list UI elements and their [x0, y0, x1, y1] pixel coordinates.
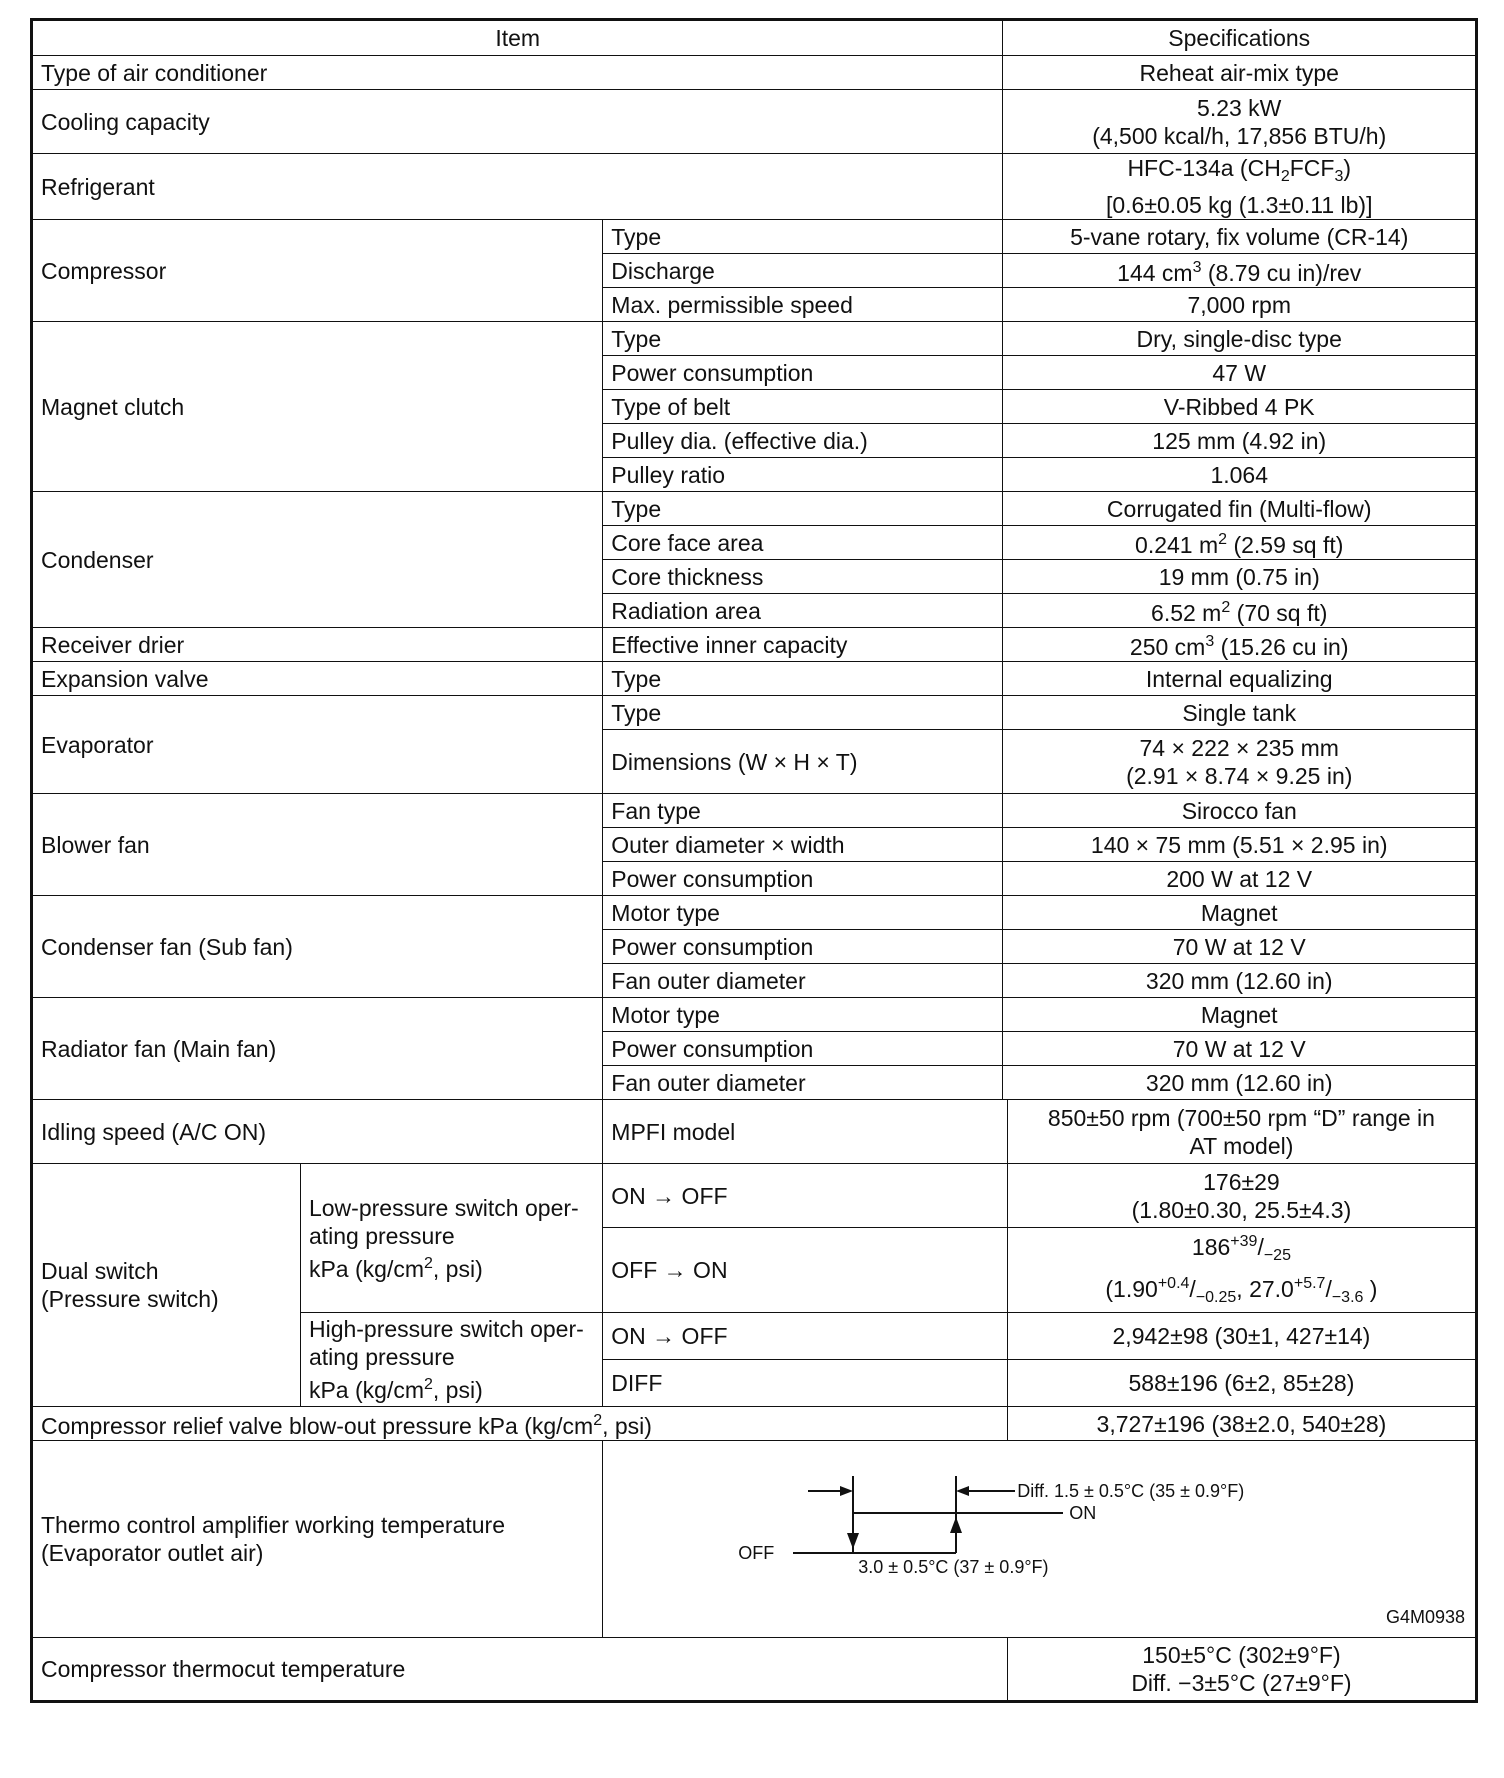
table-row [32, 1638, 1477, 1702]
high-line3: kPa (kg/cm [308, 1377, 424, 1403]
clutch-belt-value: V-Ribbed 4 PK [1003, 390, 1477, 424]
table-row [32, 998, 1477, 1032]
compressor-speed-value: 7,000 rpm [1003, 288, 1477, 322]
off-text: OFF [738, 1543, 775, 1563]
cond-fan-od-value: 320 mm (12.60 in) [1003, 964, 1477, 998]
relief-label [32, 1407, 1008, 1441]
condenser-label: Condenser [32, 492, 603, 628]
cond-fan-od-label: Fan outer diameter [603, 964, 1003, 998]
blower-label: Blower fan [32, 794, 603, 896]
compressor-speed-label: Max. permissible speed [603, 288, 1003, 322]
clutch-power-label: Power consumption [603, 356, 1003, 390]
condenser-thickness-value: 19 mm (0.75 in) [1003, 560, 1477, 594]
receiver-value [1003, 628, 1477, 662]
cond-fan-motor-label: Motor type [603, 896, 1003, 930]
table-row [32, 1100, 1477, 1164]
table-row [32, 1164, 1477, 1228]
arrowhead-up [950, 1517, 962, 1533]
subscript: −3.6 [1331, 1289, 1364, 1306]
rad-fan-power-label: Power consumption [603, 1032, 1003, 1066]
thermo-label [32, 1441, 603, 1638]
rad-fan-motor-label: Motor type [603, 998, 1003, 1032]
diff-label: DIFF [603, 1360, 1008, 1407]
header-row [32, 20, 1477, 56]
arrowhead [840, 1486, 853, 1496]
superscript: 2 [424, 1254, 433, 1272]
blower-fan-label: Fan type [603, 794, 1003, 828]
diff-value: 588±196 (6±2, 85±28) [1007, 1360, 1476, 1407]
blower-fan-value: Sirocco fan [1003, 794, 1477, 828]
value-text: , 27.0 [1236, 1276, 1294, 1302]
cond-fan-label: Condenser fan (Sub fan) [32, 896, 603, 998]
table-row [32, 220, 1477, 254]
refrigerant-amount: [0.6±0.05 kg (1.3±0.11 lb)] [1105, 192, 1373, 218]
onoff-line1: 176±29 [1203, 1168, 1280, 1195]
refrigerant-text: HFC-134a (CH [1127, 155, 1281, 181]
condenser-area-label: Core face area [603, 526, 1003, 560]
cooling-value-line2: (4,500 kcal/h, 17,856 BTU/h) [1092, 122, 1387, 149]
thermocut-line2: Diff. −3±5°C (27±9°F) [1131, 1670, 1352, 1696]
value-text: (8.79 cu in)/rev [1201, 260, 1362, 286]
diff-text: Diff. 1.5 ± 0.5°C (35 ± 0.9°F) [1017, 1481, 1245, 1501]
value-text: (1.90 [1105, 1276, 1158, 1302]
superscript: +5.7 [1293, 1275, 1326, 1292]
evaporator-label: Evaporator [32, 696, 603, 794]
value-text: / [1325, 1276, 1332, 1302]
superscript: 3 [1205, 633, 1215, 650]
thermo-diagram [603, 1441, 1475, 1637]
on-text: ON [1069, 1503, 1097, 1523]
dual-label-line1: Dual switch [41, 1258, 159, 1284]
header-item: Item [32, 20, 1003, 56]
evaporator-dim-value [1003, 730, 1477, 794]
figure-code: G4M0938 [1385, 1607, 1465, 1627]
compressor-type-label: Type [603, 220, 1003, 254]
cond-fan-power-label: Power consumption [603, 930, 1003, 964]
cond-fan-motor-value: Magnet [1003, 896, 1477, 930]
refrigerant-value [1003, 154, 1477, 220]
subscript: −0.25 [1195, 1289, 1237, 1306]
temp-text: 3.0 ± 0.5°C (37 ± 0.9°F) [858, 1557, 1049, 1577]
arrowhead [956, 1486, 969, 1496]
cooling-value-line1: 5.23 kW [1197, 94, 1282, 121]
rad-fan-od-label: Fan outer diameter [603, 1066, 1003, 1100]
thermocut-label: Compressor thermocut temperature [32, 1638, 1008, 1702]
table-row [32, 56, 1477, 90]
value-text: 0.241 m [1135, 532, 1219, 558]
condenser-thickness-label: Core thickness [603, 560, 1003, 594]
table-row [32, 1407, 1477, 1441]
blower-power-label: Power consumption [603, 862, 1003, 896]
value-text: Compressor relief valve blow-out pressure kPa (kg/cm [41, 1413, 594, 1439]
expansion-value: Internal equalizing [1003, 662, 1477, 696]
clutch-ratio-value: 1.064 [1003, 458, 1477, 492]
dual-switch-label [32, 1164, 301, 1407]
superscript: 3 [1192, 259, 1202, 276]
low-line3: kPa (kg/cm [308, 1255, 424, 1282]
low-on-off-label: ON → OFF [603, 1164, 1008, 1228]
compressor-label: Compressor [32, 220, 603, 322]
table-row [32, 492, 1477, 526]
value-text: (70 sq ft) [1230, 600, 1328, 626]
clutch-belt-label: Type of belt [603, 390, 1003, 424]
condenser-radiation-value [1003, 594, 1477, 628]
evaporator-dim-label: Dimensions (W × H × T) [603, 730, 1003, 794]
compressor-discharge-label: Discharge [603, 254, 1003, 288]
table-row [32, 896, 1477, 930]
refrigerant-text: ) [1343, 155, 1352, 181]
table-row [32, 696, 1477, 730]
refrigerant-text: FCF [1289, 155, 1335, 181]
condenser-radiation-label: Radiation area [603, 594, 1003, 628]
rad-fan-od-value: 320 mm (12.60 in) [1003, 1066, 1477, 1100]
value-text: ) [1363, 1276, 1378, 1302]
dim-line2: (2.91 × 8.74 × 9.25 in) [1126, 762, 1353, 789]
rad-fan-motor-value: Magnet [1003, 998, 1477, 1032]
table-row [32, 1441, 1477, 1638]
evaporator-type-label: Type [603, 696, 1003, 730]
thermocut-value [1007, 1638, 1476, 1702]
expansion-label: Expansion valve [32, 662, 603, 696]
superscript: +0.4 [1157, 1275, 1190, 1292]
superscript: 2 [424, 1376, 433, 1393]
high-line1: High-pressure switch oper- [308, 1316, 584, 1342]
receiver-sub-label: Effective inner capacity [603, 628, 1003, 662]
rad-fan-power-value: 70 W at 12 V [1003, 1032, 1477, 1066]
dual-label-line2: (Pressure switch) [41, 1286, 219, 1312]
subscript: −25 [1263, 1247, 1291, 1264]
cooling-label: Cooling capacity [32, 90, 1003, 154]
value-text: (15.26 cu in) [1214, 634, 1349, 660]
evaporator-type-value: Single tank [1003, 696, 1477, 730]
rad-fan-label: Radiator fan (Main fan) [32, 998, 603, 1100]
condenser-type-value: Corrugated fin (Multi-flow) [1003, 492, 1477, 526]
superscript: 2 [593, 1412, 603, 1429]
hysteresis-diagram [603, 1441, 1473, 1637]
idling-line1: 850±50 rpm (700±50 rpm “D” range in [1047, 1104, 1435, 1131]
blower-od-label: Outer diameter × width [603, 828, 1003, 862]
low-off-on-value [1007, 1228, 1476, 1313]
table-row [32, 322, 1477, 356]
condenser-area-value [1003, 526, 1477, 560]
low-pressure-label [300, 1164, 602, 1313]
value-text: 6.52 m [1151, 600, 1222, 626]
high-line2: ating pressure [308, 1344, 455, 1370]
low-line2: ating pressure [308, 1222, 455, 1249]
high-line3: , psi) [432, 1377, 483, 1403]
clutch-type-value: Dry, single-disc type [1003, 322, 1477, 356]
dim-line1: 74 × 222 × 235 mm [1139, 734, 1339, 761]
compressor-discharge-value [1003, 254, 1477, 288]
superscript: 2 [1218, 531, 1228, 548]
superscript: 2 [1221, 599, 1231, 616]
arrowhead-down [847, 1533, 859, 1549]
value-text: 144 cm [1117, 260, 1193, 286]
low-on-off-value [1007, 1164, 1476, 1228]
clutch-label: Magnet clutch [32, 322, 603, 492]
clutch-pulley-label: Pulley dia. (effective dia.) [603, 424, 1003, 458]
value-text: (2.59 sq ft) [1227, 532, 1344, 558]
table-row [32, 628, 1477, 662]
thermo-line1: Thermo control amplifier working temperature [41, 1512, 506, 1538]
low-off-on-label: OFF → ON [603, 1228, 1008, 1313]
expansion-sub-label: Type [603, 662, 1003, 696]
high-pressure-label [300, 1313, 602, 1407]
ac-type-label: Type of air conditioner [32, 56, 1003, 90]
blower-od-value: 140 × 75 mm (5.51 × 2.95 in) [1003, 828, 1477, 862]
low-line1: Low-pressure switch oper- [308, 1194, 579, 1221]
clutch-power-value: 47 W [1003, 356, 1477, 390]
cond-fan-power-value: 70 W at 12 V [1003, 930, 1477, 964]
condenser-type-label: Type [603, 492, 1003, 526]
cooling-value [1003, 90, 1477, 154]
table-row [32, 154, 1477, 220]
thermocut-line1: 150±5°C (302±9°F) [1142, 1642, 1341, 1668]
table-row [32, 662, 1477, 696]
idling-value [1007, 1100, 1476, 1164]
low-line3: , psi) [432, 1255, 483, 1282]
high-on-off-label: ON → OFF [603, 1313, 1008, 1360]
value-text: / [1257, 1234, 1264, 1260]
header-specifications: Specifications [1003, 20, 1477, 56]
value-text: 186 [1191, 1234, 1231, 1260]
subscript: 2 [1280, 168, 1290, 185]
clutch-pulley-value: 125 mm (4.92 in) [1003, 424, 1477, 458]
compressor-type-value: 5-vane rotary, fix volume (CR-14) [1003, 220, 1477, 254]
value-text: 250 cm [1129, 634, 1206, 660]
refrigerant-label: Refrigerant [32, 154, 1003, 220]
table-row [32, 90, 1477, 154]
superscript: +39 [1230, 1233, 1258, 1250]
thermo-line2: (Evaporator outlet air) [41, 1540, 264, 1566]
ac-type-value: Reheat air-mix type [1003, 56, 1477, 90]
clutch-ratio-label: Pulley ratio [603, 458, 1003, 492]
value-text: , psi) [602, 1413, 652, 1439]
spec-table [30, 18, 1478, 1703]
high-on-off-value: 2,942±98 (30±1, 427±14) [1007, 1313, 1476, 1360]
relief-value: 3,727±196 (38±2.0, 540±28) [1007, 1407, 1476, 1441]
clutch-type-label: Type [603, 322, 1003, 356]
subscript: 3 [1334, 168, 1344, 185]
table-row [32, 794, 1477, 828]
blower-power-value: 200 W at 12 V [1003, 862, 1477, 896]
idling-sub-label: MPFI model [603, 1100, 1008, 1164]
thermo-diagram-cell [603, 1441, 1477, 1638]
receiver-label: Receiver drier [32, 628, 603, 662]
idling-label: Idling speed (A/C ON) [32, 1100, 603, 1164]
value-text: / [1189, 1276, 1196, 1302]
idling-line2: AT model) [1189, 1132, 1294, 1159]
onoff-line2: (1.80±0.30, 25.5±4.3) [1131, 1196, 1352, 1223]
